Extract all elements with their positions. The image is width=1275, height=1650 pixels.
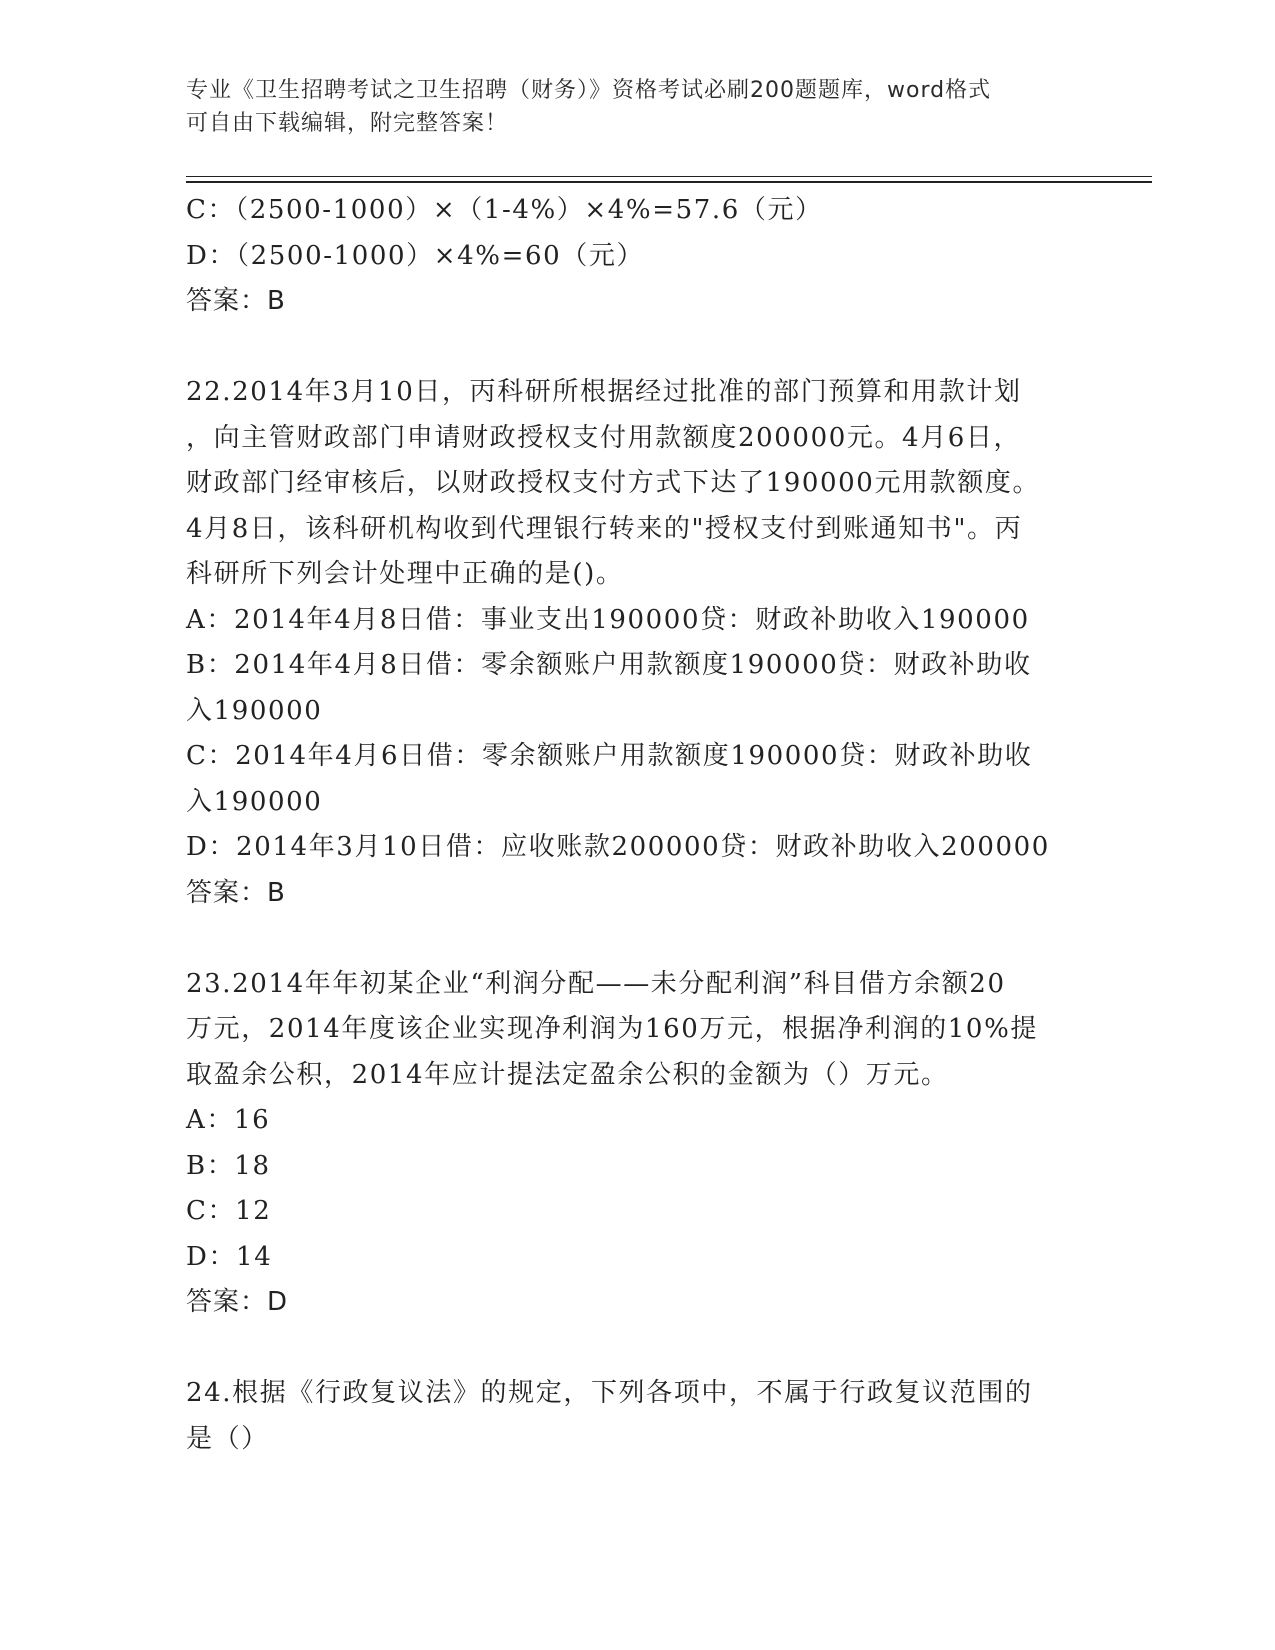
question-stem-line: 23.2014年年初某企业“利润分配——未分配利润”科目借方余额20 (186, 968, 1006, 999)
header-title-line-2: 可自由下载编辑，附完整答案！ (186, 111, 509, 136)
option-b: B：2014年4月8日借：零余额账户用款额度190000贷：财政补助收 (186, 650, 1032, 680)
document-header (186, 74, 1066, 140)
option-a: A：2014年4月8日借：事业支出190000贷：财政补助收入190000 (186, 604, 1030, 635)
question-stem-line: 4月8日，该科研机构收到代理银行转来的"授权支付到账通知书"。丙 (186, 513, 1023, 544)
question-stem-line: 取盈余公积，2014年应计提法定盈余公积的金额为（）万元。 (186, 1059, 949, 1090)
option-a: A：16 (186, 1105, 271, 1135)
option-c: C：12 (186, 1196, 272, 1226)
spacer (186, 916, 1086, 962)
spacer (186, 325, 1086, 371)
answer-line: 答案：B (186, 286, 286, 316)
document-body (186, 188, 1086, 1462)
question-stem-line: 22.2014年3月10日，丙科研所根据经过批准的部门预算和用款计划 (186, 377, 1022, 407)
spacer (186, 1326, 1086, 1372)
question-21-tail (186, 188, 1086, 325)
header-divider-thick (186, 181, 1152, 183)
header-title-line-1: 专业《卫生招聘考试之卫生招聘（财务）》资格考试必刷200题题库，word格式 (186, 78, 992, 103)
question-stem-line: 是（） (186, 1423, 269, 1454)
answer-line: 答案：B (186, 877, 286, 908)
option-d: D：（2500-1000）×4%=60（元） (186, 240, 645, 271)
option-c: C：2014年4月6日借：零余额账户用款额度190000贷：财政补助收 (186, 741, 1033, 771)
question-22 (186, 370, 1086, 916)
question-24 (186, 1371, 1086, 1462)
option-d: D：14 (186, 1241, 273, 1272)
question-stem-line: 科研所下列会计处理中正确的是()。 (186, 559, 624, 589)
option-c-continued: 入190000 (186, 786, 323, 817)
question-stem-line: 万元，2014年度该企业实现净利润为160万元，根据净利润的10%提 (186, 1014, 1038, 1044)
option-b-continued: 入190000 (186, 695, 323, 726)
option-b: B：18 (186, 1150, 271, 1181)
question-stem-line: 24.根据《行政复议法》的规定，下列各项中，不属于行政复议范围的 (186, 1378, 1033, 1408)
option-c: C：（2500-1000）×（1-4%）×4%=57.6（元） (186, 195, 823, 225)
question-23 (186, 962, 1086, 1326)
answer-line: 答案：D (186, 1287, 289, 1317)
question-stem-line: ，向主管财政部门申请财政授权支付用款额度200000元。4月6日， (186, 422, 1022, 453)
question-stem-line: 财政部门经审核后，以财政授权支付方式下达了190000元用款额度。 (186, 468, 1041, 498)
option-d: D：2014年3月10日借：应收账款200000贷：财政补助收入200000 (186, 832, 1050, 862)
header-divider-thin (186, 176, 1152, 177)
